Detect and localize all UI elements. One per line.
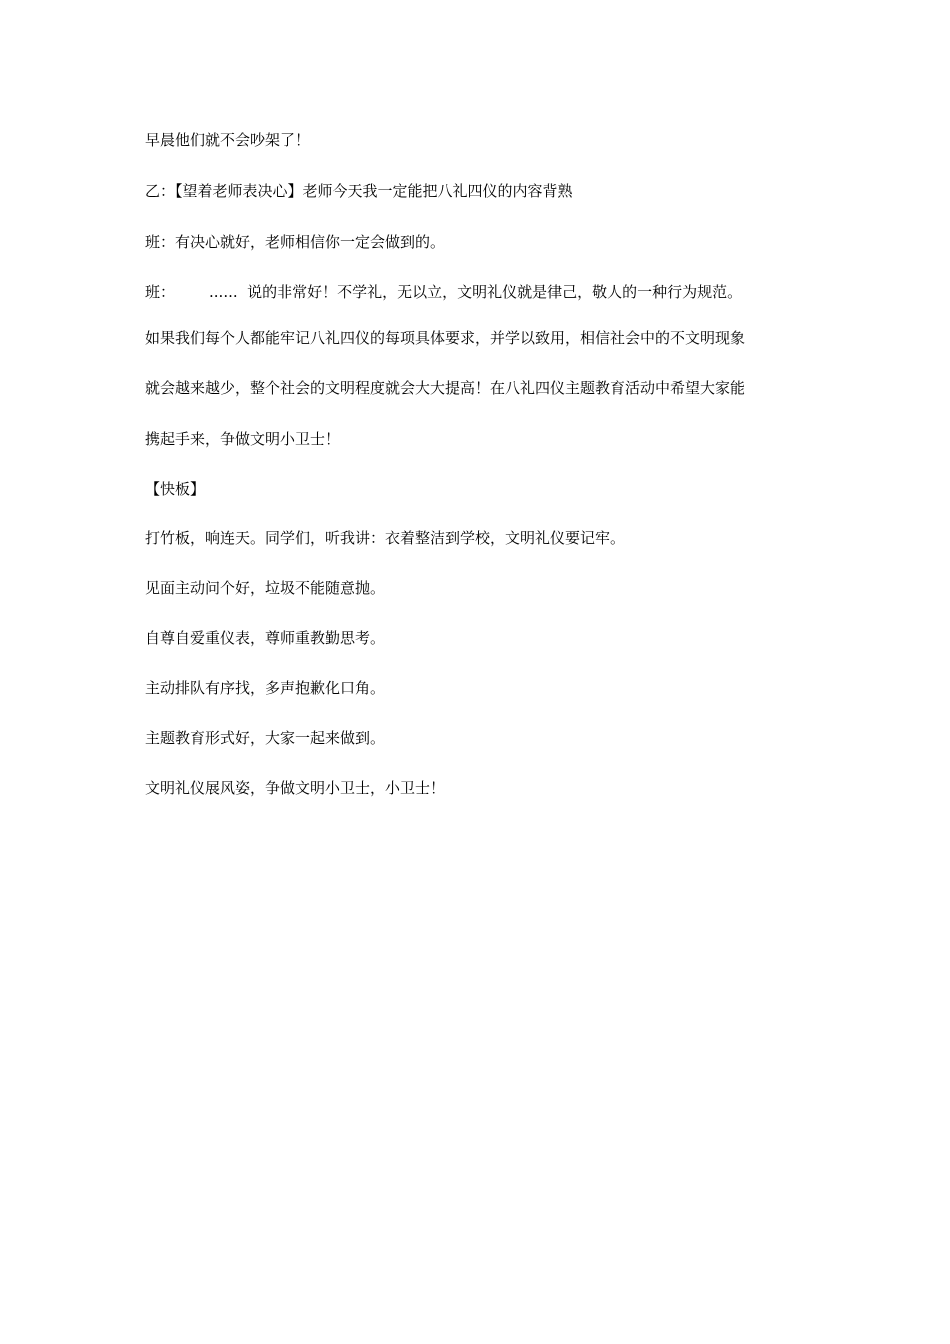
paragraph-line: 携起手来，争做文明小卫士！ xyxy=(145,430,341,448)
paragraph-line: 早晨他们就不会吵架了！ xyxy=(145,131,311,149)
paragraph-line: 乙：【望着老师表决心】老师今天我一定能把八礼四仪的内容背熟 xyxy=(145,182,573,200)
section-heading: 【快板】 xyxy=(145,480,206,498)
verse-line: 见面主动问个好，垃圾不能随意抛。 xyxy=(145,579,386,597)
paragraph-text: 说的非常好！不学礼，无以立，文明礼仪就是律己，敬人的一种行为规范。 xyxy=(247,283,743,301)
paragraph-line: 如果我们每个人都能牢记八礼四仪的每项具体要求，并学以致用，相信社会中的不文明现象 xyxy=(145,329,746,347)
verse-line: 自尊自爱重仪表，尊师重教勤思考。 xyxy=(145,629,386,647)
paragraph-line: 就会越来越少，整个社会的文明程度就会大大提高！在八礼四仪主题教育活动中希望大家能 xyxy=(145,379,746,397)
verse-line: 打竹板，响连天。同学们，听我讲：衣着整洁到学校，文明礼仪要记牢。 xyxy=(145,529,626,547)
speaker-label: 班： xyxy=(145,283,176,301)
verse-line: 主动排队有序找，多声抱歉化口角。 xyxy=(145,679,386,697)
paragraph-line xyxy=(145,280,742,304)
verse-line: 文明礼仪展风姿，争做文明小卫士，小卫士！ xyxy=(145,779,446,797)
ellipsis: ...... xyxy=(209,283,238,301)
paragraph-line: 班：有决心就好，老师相信你一定会做到的。 xyxy=(145,233,446,251)
verse-line: 主题教育形式好，大家一起来做到。 xyxy=(145,729,386,747)
